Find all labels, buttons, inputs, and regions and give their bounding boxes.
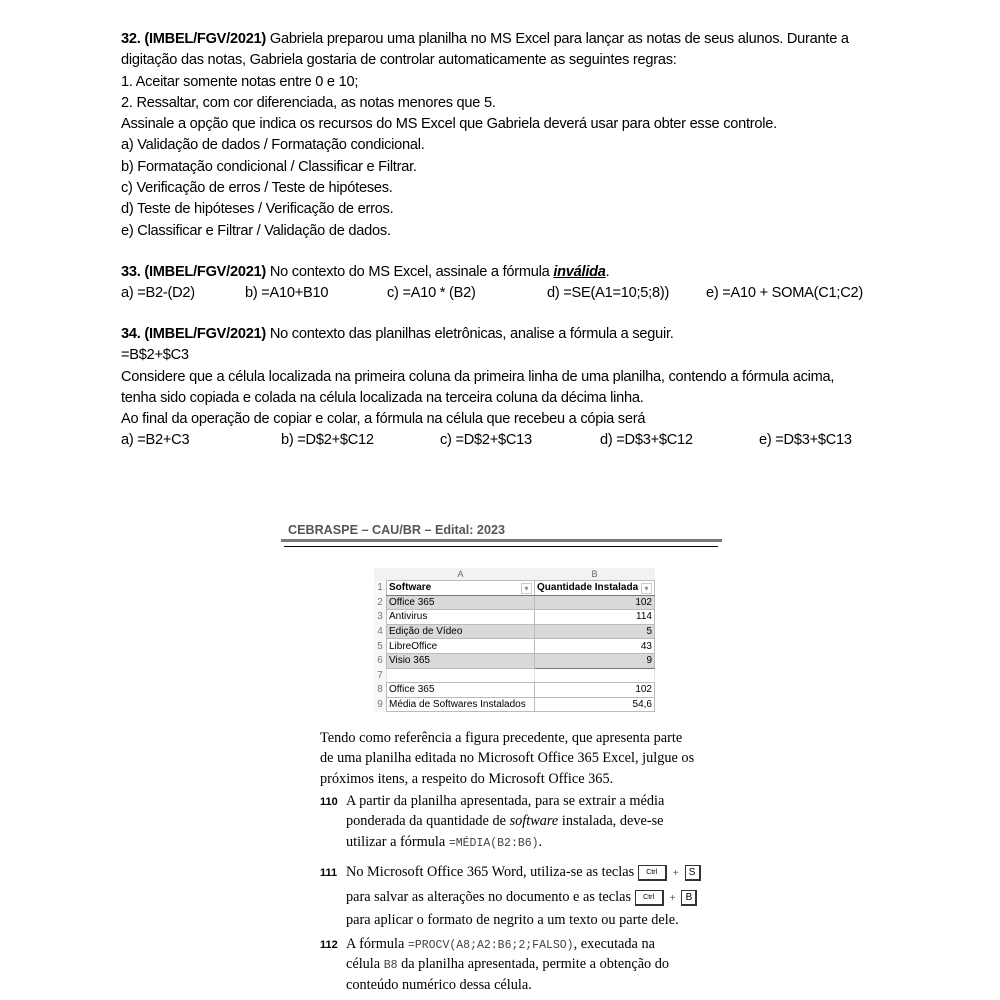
- option-d: d) =SE(A1=10;5;8)): [547, 285, 670, 302]
- question-33-label: 33. (IMBEL/FGV/2021): [121, 264, 267, 280]
- row-number: 7: [374, 668, 387, 683]
- cell-b4: 5: [535, 624, 655, 639]
- table-row: [374, 697, 655, 712]
- question-32-prompt: Assinale a opção que indica os recursos do MS Excel que Gabriela deverá usar para obter esse controle.: [121, 116, 777, 133]
- option-b: b) Formatação condicional / Classificar e Filtrar.: [121, 158, 417, 175]
- ctrl-key-icon: Ctrl: [638, 865, 667, 881]
- option-b: b) =D$2+$C12: [281, 432, 374, 449]
- question-33: [121, 262, 901, 305]
- column-header-a: A: [387, 568, 535, 581]
- intro-paragraph: [320, 728, 715, 789]
- cell-a3: Antivirus: [387, 610, 535, 625]
- cell-a5: LibreOffice: [387, 639, 535, 654]
- table-row: [374, 683, 655, 698]
- cell-b3: 114: [535, 610, 655, 625]
- item-text: da planilha apresentada, permite a obtenção do: [397, 956, 670, 973]
- text: Tendo como referência a figura precedente, que apresenta parte: [320, 730, 683, 746]
- cell-text: Software: [389, 581, 432, 593]
- item-111: [320, 860, 715, 930]
- exam-header: CEBRASPE – CAU/BR – Edital: 2023: [288, 523, 505, 537]
- option-e: e) =A10 + SOMA(C1;C2): [706, 285, 863, 302]
- cell-b1: [535, 581, 655, 596]
- item-text: conteúdo numérico dessa célula.: [346, 976, 532, 993]
- item-text: utilizar a fórmula: [346, 833, 449, 850]
- item-110: [320, 791, 715, 852]
- item-text: para salvar as alterações no documento e as teclas: [346, 889, 632, 905]
- cell-a7: [387, 668, 535, 683]
- formula-media: =MÉDIA(B2:B6): [448, 836, 539, 850]
- rule-1: 1. Aceitar somente notas entre 0 e 10;: [121, 73, 359, 90]
- question-34: [121, 324, 901, 452]
- cell-b8: 102: [535, 683, 655, 698]
- plus-sign: +: [669, 893, 676, 904]
- intro-line-2: de uma planilha editada no Microsoft Office 365 Excel, julgue os: [320, 750, 695, 767]
- header-rule: [281, 539, 722, 542]
- table-row: [374, 595, 655, 610]
- item-text: ponderada da quantidade de: [346, 813, 510, 830]
- period: .: [538, 833, 543, 850]
- item-text: instalada, deve-se: [558, 813, 664, 830]
- question-32-text-2: digitação das notas, Gabriela gostaria de controlar automaticamente as seguintes regras:: [121, 52, 677, 69]
- row-number: 4: [374, 624, 387, 639]
- header-rule-thin: [284, 546, 718, 547]
- column-header-row: [374, 568, 655, 581]
- row-number: 3: [374, 610, 387, 625]
- question-34-text-3: Considere que a célula localizada na primeira coluna da primeira linha de uma planilha, contendo a fórmula acima,: [121, 368, 835, 385]
- cell-reference: B8: [383, 959, 398, 973]
- table-row: [374, 581, 655, 596]
- row-number: 9: [374, 697, 387, 712]
- cell-a4: Edição de Vídeo: [387, 624, 535, 639]
- cell-a8: Office 365: [387, 683, 535, 698]
- item-112: [320, 934, 715, 995]
- cell-a9: Média de Softwares Instalados: [387, 697, 535, 712]
- table-row: [374, 610, 655, 625]
- item-number: 112: [320, 939, 338, 951]
- plus-sign: +: [672, 868, 679, 879]
- b-key-icon: B: [681, 890, 697, 906]
- question-34-label: 34. (IMBEL/FGV/2021): [121, 326, 267, 342]
- row-number: 1: [374, 581, 387, 596]
- option-d: d) Teste de hipóteses / Verificação de erros.: [121, 201, 394, 218]
- question-32-label: 32. (IMBEL/FGV/2021): [121, 31, 267, 47]
- option-a: a) =B2+C3: [121, 432, 190, 449]
- row-number: 8: [374, 683, 387, 698]
- row-number: 5: [374, 639, 387, 654]
- spreadsheet-figure: [374, 568, 655, 712]
- row-number: 6: [374, 653, 387, 668]
- cell-a6: Visio 365: [387, 653, 535, 668]
- item-text: A fórmula: [346, 936, 408, 952]
- cell-a2: Office 365: [387, 595, 535, 610]
- question-32-text: Gabriela preparou uma planilha no MS Excel para lançar as notas de seus alunos. Durante a: [266, 31, 849, 47]
- option-c: c) =A10 * (B2): [387, 285, 476, 302]
- item-number: 110: [320, 796, 338, 808]
- item-text: , executada na: [573, 936, 655, 952]
- rule-2: 2. Ressaltar, com cor diferenciada, as notas menores que 5.: [121, 94, 496, 111]
- option-a: a) =B2-(D2): [121, 285, 195, 302]
- s-key-icon: S: [685, 865, 701, 881]
- cell-a1: [387, 581, 535, 596]
- emphasis-invalid: inválida: [553, 264, 606, 280]
- filter-dropdown-icon: ▾: [641, 583, 652, 594]
- cell-b2: 102: [535, 595, 655, 610]
- cell-b7: [535, 668, 655, 683]
- option-d: d) =D$3+$C12: [600, 432, 693, 449]
- item-text: No Microsoft Office 365 Word, utiliza-se as teclas: [346, 864, 635, 880]
- formula: =B$2+$C3: [121, 347, 189, 364]
- question-34-text: No contexto das planilhas eletrônicas, analise a fórmula a seguir.: [266, 326, 674, 342]
- option-c: c) =D$2+$C13: [440, 432, 532, 449]
- cell-b9: 54,6: [535, 697, 655, 712]
- cell-b5: 43: [535, 639, 655, 654]
- table-row: [374, 624, 655, 639]
- option-b: b) =A10+B10: [245, 285, 329, 302]
- corner: [374, 568, 387, 581]
- question-33-text: No contexto do MS Excel, assinale a fórmula: [266, 264, 554, 280]
- option-e: e) Classificar e Filtrar / Validação de dados.: [121, 222, 391, 239]
- item-text: A partir da planilha apresentada, para se extrair a média: [346, 793, 665, 809]
- filter-dropdown-icon: ▾: [521, 583, 532, 594]
- cell-b6: 9: [535, 653, 655, 668]
- question-34-text-4: tenha sido copiada e colada na célula localizada na terceira coluna da décima linha.: [121, 389, 644, 406]
- question-34-text-5: Ao final da operação de copiar e colar, a fórmula na célula que recebeu a cópia será: [121, 411, 646, 428]
- table-row: [374, 653, 655, 668]
- row-number: 2: [374, 595, 387, 610]
- column-header-b: B: [535, 568, 655, 581]
- table-row: [374, 639, 655, 654]
- item-number: 111: [320, 867, 338, 879]
- item-text: célula: [346, 956, 384, 973]
- option-e: e) =D$3+$C13: [759, 432, 852, 449]
- table-row: [374, 668, 655, 683]
- period: .: [605, 264, 610, 280]
- intro-line-3: próximos itens, a respeito do Microsoft Office 365.: [320, 770, 614, 787]
- cell-text: Quantidade Instalada: [537, 581, 639, 593]
- question-32: [121, 29, 901, 242]
- intro-line-1: [320, 728, 715, 748]
- option-a: a) Validação de dados / Formatação condicional.: [121, 137, 425, 154]
- item-text: para aplicar o formato de negrito a um texto ou parte dele.: [346, 912, 679, 928]
- ctrl-key-icon: Ctrl: [635, 890, 664, 906]
- option-c: c) Verificação de erros / Teste de hipóteses.: [121, 180, 393, 197]
- formula-procv: =PROCV(A8;A2:B6;2;FALSO): [407, 939, 574, 952]
- emphasis-software: software: [509, 813, 559, 830]
